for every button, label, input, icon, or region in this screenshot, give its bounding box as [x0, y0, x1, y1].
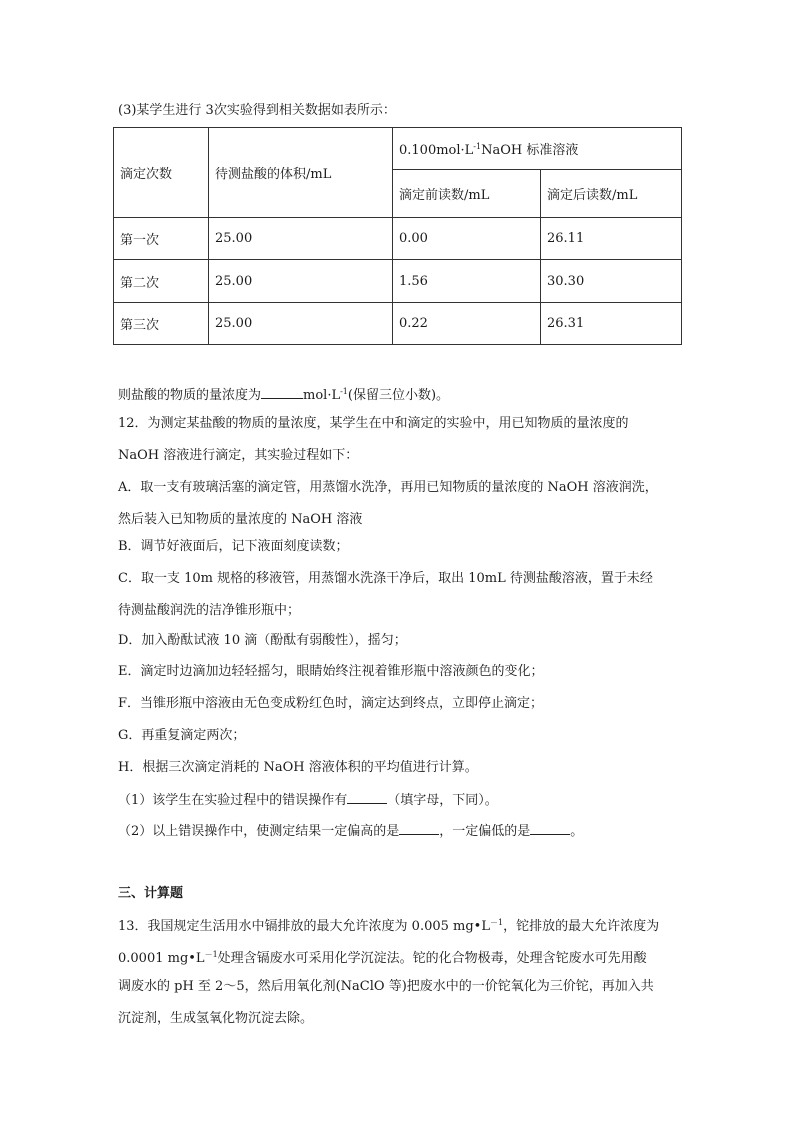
- header-after: 滴定后读数/mL: [541, 170, 682, 218]
- q12-step-g: G．再重复滴定两次；: [118, 728, 246, 743]
- cell-volume: 25.00: [209, 303, 393, 345]
- header-naoh: $0.100mol\cdot L^{-1}NaOH$ 标准溶液: [393, 128, 682, 170]
- titration-data-table: [113, 127, 682, 345]
- q12-step-b: B．调节好液面后，记下液面刻度读数；: [118, 539, 349, 554]
- q12-step-h: H．根据三次滴定消耗的 NaOH 溶液体积的平均值进行计算。: [118, 760, 478, 775]
- q11-answer-line: 则盐酸的物质的量浓度为 $mol\cdot L^{-1}$(保留三位小数)。: [118, 382, 449, 406]
- cell-trial: 第二次: [114, 260, 209, 303]
- table-row: [114, 260, 682, 303]
- cell-trial: 第一次: [114, 218, 209, 260]
- table-row: [114, 218, 682, 260]
- cell-before: 0.00: [393, 218, 541, 260]
- answer-blank[interactable]: [399, 820, 439, 835]
- header-volume: 待测盐酸的体积/mL: [209, 128, 393, 218]
- q13-line1: 13．我国规定生活用水中镉排放的最大允许浓度为 0.005 $mg•L^{-1}$，铊排放的最大允许浓度为: [118, 918, 660, 934]
- q12-subquestion-1: （1）该学生在实验过程中的错误操作有 （填字母，下同）。: [118, 789, 498, 811]
- header-before: 滴定前读数/mL: [393, 170, 541, 218]
- cell-after: 30.30: [541, 260, 682, 303]
- q13-line2: 0.0001 $mg•L^{-1}$处理含镉废水可采用化学沉淀法。铊的化合物极毒，处理含铊废水可先用酸: [118, 950, 647, 966]
- cell-volume: 25.00: [209, 218, 393, 260]
- answer-blank[interactable]: [261, 384, 303, 399]
- cell-before: 0.22: [393, 303, 541, 345]
- q12-step-a-2: 然后装入已知物质的量浓度的 NaOH 溶液: [118, 512, 363, 527]
- table-row: [114, 303, 682, 345]
- q12-step-d: D．加入酚酞试液 10 滴（酚酞有弱酸性），摇匀；: [118, 633, 407, 648]
- cell-after: 26.31: [541, 303, 682, 345]
- q12-step-c-2: 待测盐酸润洗的洁净锥形瓶中；: [118, 603, 301, 618]
- header-trial: 滴定次数: [114, 128, 209, 218]
- answer-blank[interactable]: [530, 820, 570, 835]
- q12-line1: 12．为测定某盐酸的物质的量浓度，某学生在中和滴定的实验中，用已知物质的量浓度的: [118, 416, 629, 431]
- q12-subquestion-2: （2）以上错误操作中，使测定结果一定偏高的是 ，一定偏低的是 。: [118, 820, 583, 842]
- q12-step-a-1: A．取一支有玻璃活塞的滴定管，用蒸馏水洗净，再用已知物质的量浓度的 NaOH 溶液润洗，: [118, 480, 658, 495]
- q12-step-e: E．滴定时边滴加边轻轻摇匀，眼睛始终注视着锥形瓶中溶液颜色的变化；: [118, 664, 544, 679]
- q13-line3: 调废水的 pH 至 2～5，然后用氧化剂(NaClO 等)把废水中的一价铊氧化为三价铊，再加入共: [118, 979, 654, 994]
- cell-trial: 第三次: [114, 303, 209, 345]
- cell-before: 1.56: [393, 260, 541, 303]
- cell-volume: 25.00: [209, 260, 393, 303]
- cell-after: 26.11: [541, 218, 682, 260]
- q13-line4: 沉淀剂，生成氢氧化物沉淀去除。: [118, 1011, 314, 1026]
- answer-blank[interactable]: [347, 789, 387, 804]
- section-heading: 三、计算题: [118, 886, 184, 901]
- q11-part3-intro: (3)某学生进行 3次实验得到相关数据如表所示：: [118, 103, 396, 118]
- q12-step-f: F．当锥形瓶中溶液由无色变成粉红色时，滴定达到终点，立即停止滴定；: [118, 696, 544, 711]
- q12-line2: NaOH 溶液进行滴定，其实验过程如下：: [118, 448, 359, 463]
- q12-step-c-1: C．取一支 10m 规格的移液管，用蒸馏水洗涤干净后，取出 10mL 待测盐酸溶液，置于未经: [118, 571, 653, 586]
